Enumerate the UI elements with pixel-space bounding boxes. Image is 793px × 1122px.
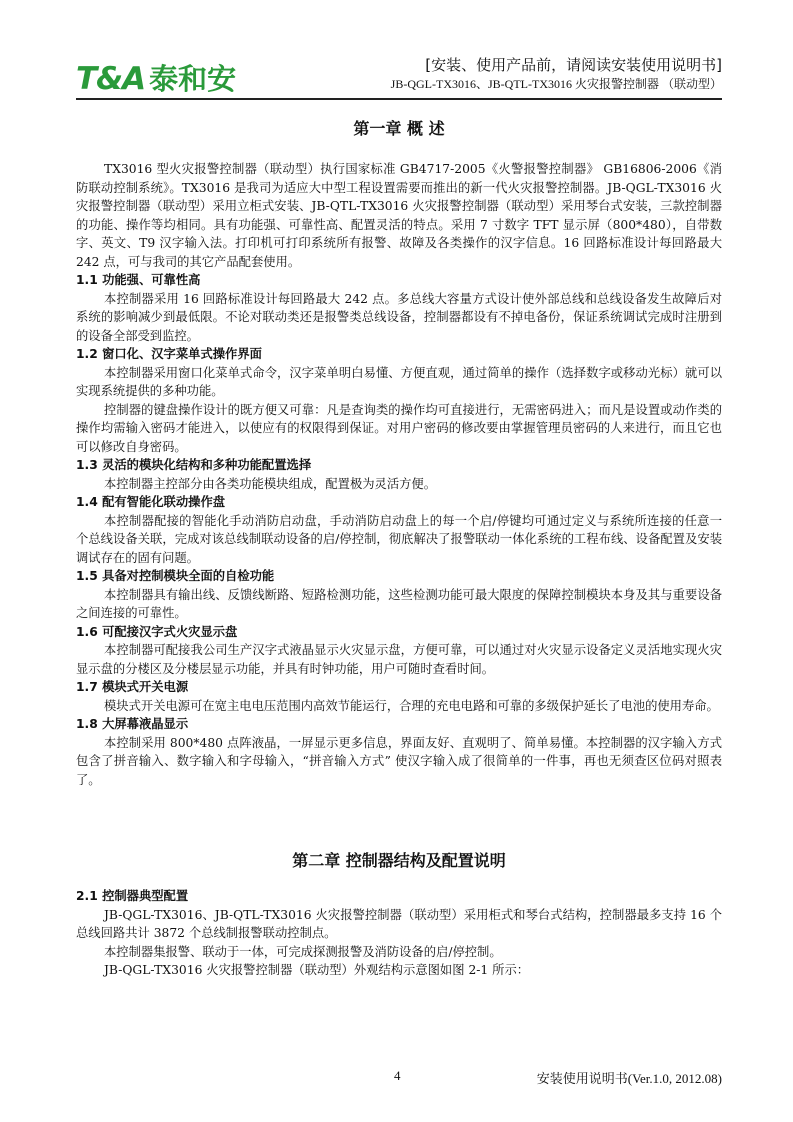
header-info — [391, 54, 722, 92]
chapter2-sections — [76, 887, 722, 980]
section-paragraph: 本控制器可配接我公司生产汉字式液晶显示火灾显示盘，方便可靠，可以通过对火灾显示设备定义灵活地实现火灾显示盘的分楼区及分楼层显示功能，并具有时钟功能，用户可随时查看时间。 — [76, 643, 722, 676]
section-heading: 1.2 窗口化、汉字菜单式操作界面 — [76, 347, 262, 361]
section-paragraph: 模块式开关电源可在宽主电电压范围内高效节能运行，合理的充电电路和可靠的多级保护延长了电池的使用寿命。 — [104, 698, 719, 713]
section-heading: 1.3 灵活的模块化结构和多种功能配置选择 — [76, 458, 312, 472]
header-notice: [安装、使用产品前，请阅读安装使用说明书] — [425, 56, 722, 74]
chapter1-sections — [76, 271, 722, 789]
section-heading: 1.1 功能强、可靠性高 — [76, 273, 201, 287]
page-header — [76, 54, 722, 100]
section-heading: 1.8 大屏幕液晶显示 — [76, 717, 189, 731]
page-number: 4 — [394, 1068, 401, 1083]
chapter1-intro: TX3016 型火灾报警控制器（联动型）执行国家标准 GB4717-2005《火警报警控制器》 GB16806-2006《消防联动控制系统》。TX3016 是我司为适应大中型工程设置需要而推出的新一代火灾报警控制器。JB-QGL-TX3016 火灾报警控制器（联动型）采用立柜式安装、JB-QTL-TX3016 火灾报警控制器（联动型）采用琴台式安装，三款控制器的功能、操作等均相同。具有功能强、可靠性高、配置灵活的特点。采用 7 寸数字 TFT 显示屏（800*480），自带数字、英文、T9 汉字输入法。打印机可打印系统所有报警、故障及各类操作的汉字信息。16 回路标准设计每回路最大 242 点，可与我司的其它产品配套使用。 — [76, 162, 722, 269]
section-paragraph: 本控制器具有输出线、反馈线断路、短路检测功能，这些检测功能可最大限度的保障控制模块本身及其与重要设备之间连接的可靠性。 — [76, 587, 722, 620]
section-paragraph: 本控制器采用窗口化菜单式命令，汉字菜单明白易懂、方便直观，通过简单的操作（选择数字或移动光标）就可以实现系统提供的多种功能。 — [76, 365, 722, 398]
header-divider — [76, 98, 722, 100]
footer-doc-info: 安装使用说明书(Ver.1.0, 2012.08) — [536, 1071, 722, 1086]
logo-company-name: 泰和安 — [149, 62, 237, 96]
section-heading: 1.4 配有智能化联动操作盘 — [76, 495, 226, 509]
logo-mark: T&A — [76, 61, 146, 97]
page-footer — [76, 1068, 722, 1088]
section-heading: 1.5 具备对控制模块全面的自检功能 — [76, 569, 275, 583]
section-paragraph: 本控制器采用 16 回路标准设计每回路最大 242 点。多总线大容量方式设计使外部总线和总线设备发生故障后对系统的影响减少到最低限。不论对联动类还是报警类总线设备，控制器都设有不掉电备份，保证系统调试完成时注册到的设备全部受到监控。 — [76, 291, 722, 343]
chapter2-title: 第二章 控制器结构及配置说明 — [292, 851, 506, 870]
section-heading: 2.1 控制器典型配置 — [76, 889, 189, 903]
section-heading: 1.7 模块式开关电源 — [76, 680, 189, 694]
section-heading: 1.6 可配接汉字式火灾显示盘 — [76, 624, 238, 639]
section-paragraph: 本控制器主控部分由各类功能模块组成，配置极为灵活方便。 — [104, 476, 437, 491]
section-paragraph: JB-QGL-TX3016 火灾报警控制器（联动型）外观结构示意图如图 2-1 所示： — [104, 963, 530, 977]
chapter1-body — [76, 160, 722, 789]
section-paragraph: JB-QGL-TX3016、JB-QTL-TX3016 火灾报警控制器（联动型）采用柜式和琴台式结构，控制器最多支持 16 个总线回路共计 3872 个总线制报警联动控制点。 — [76, 907, 722, 940]
section-paragraph: 本控制器集报警、联动于一体，可完成探测报警及消防设备的启/停控制。 — [104, 944, 502, 959]
company-logo — [76, 58, 236, 96]
section-paragraph: 控制器的键盘操作设计的既方便又可靠：凡是查询类的操作均可直接进行，无需密码进入；而凡是设置或动作类的操作均需输入密码才能进入，以使应有的权限得到保证。对用户密码的修改要由掌握管理员密码的人来进行，而且它也可以修改自身密码。 — [76, 402, 722, 454]
header-model: JB-QGL-TX3016、JB-QTL-TX3016 火灾报警控制器 （联动型） — [390, 77, 722, 91]
chapter1-title: 第一章 概 述 — [353, 119, 445, 138]
chapter2-body — [76, 887, 722, 980]
section-paragraph: 本控制采用 800*480 点阵液晶，一屏显示更多信息，界面友好、直观明了、简单易懂。本控制器的汉字输入方式包含了拼音输入、数字输入和字母输入，“拼音输入方式” 使汉字输入成了很简单的一件事，再也无须查区位码对照表了。 — [76, 735, 722, 787]
section-paragraph: 本控制器配接的智能化手动消防启动盘，手动消防启动盘上的每一个启/停键均可通过定义与系统所连接的任意一个总线设备关联，完成对该总线制联动设备的启/停控制，彻底解决了报警联动一体化系统的工程布线、设备配置及安装调试存在的固有问题。 — [76, 513, 722, 565]
